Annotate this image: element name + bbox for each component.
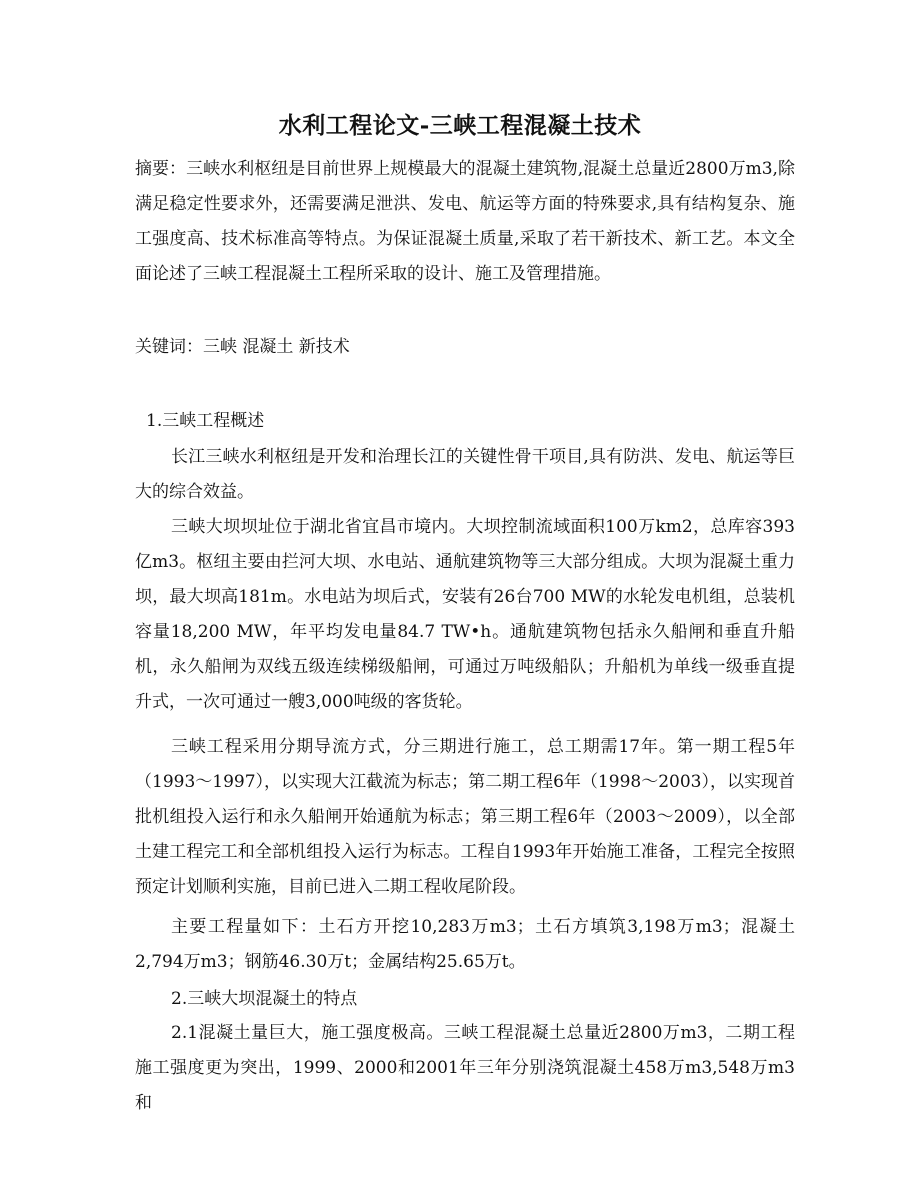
- paragraph-dam-site: 三峡大坝坝址位于湖北省宜昌市境内。大坝控制流域面积100万km2，总库容393亿m3。枢纽主要由拦河大坝、水电站、通航建筑物等三大部分组成。大坝为混凝土重力坝，最大坝高181m。水电站为坝后式，安装有26台700 MW的水轮发电机组，总装机容量18,200 MW，年平均发电量84.7 TW•h。通航建筑物包括永久船闸和垂直升船机，永久船闸为双线五级连续梯级船闸，可通过万吨级船队；升船机为单线一级垂直提升式，一次可通过一艘3,000吨级的客货轮。: [135, 517, 795, 712]
- paragraph-quantities: 主要工程量如下：土石方开挖10,283万m3；土石方填筑3,198万m3；混凝土2,794万m3；钢筋46.30万t；金属结构25.65万t。: [135, 917, 795, 972]
- abstract-paragraph: 摘要：三峡水利枢纽是目前世界上规模最大的混凝土建筑物,混凝土总量近2800万m3,除满足稳定性要求外，还需要满足泄洪、发电、航运等方面的特殊要求,具有结构复杂、施工强度高、技术标准高等特点。为保证混凝土质量,采取了若干新技术、新工艺。本文全面论述了三峡工程混凝土工程所采取的设计、施工及管理措施。: [135, 159, 795, 284]
- paragraph-construction-phases: 三峡工程采用分期导流方式，分三期进行施工，总工期需17年。第一期工程5年（1993～1997），以实现大江截流为标志；第二期工程6年（1998～2003），以实现首批机组投入运行和永久船闸开始通航为标志；第三期工程6年（2003～2009），以全部土建工程完工和全部机组投入运行为标志。工程自1993年开始施工准备，工程完全按照预定计划顺利实施，目前已进入二期工程收尾阶段。: [135, 737, 795, 897]
- section-heading-features: 2.三峡大坝混凝土的特点: [171, 989, 358, 1009]
- document-title: 水利工程论文-三峡工程混凝土技术: [278, 112, 642, 139]
- section-heading-overview: 1.三峡工程概述: [146, 411, 265, 431]
- keywords-line: 关键词：三峡 混凝土 新技术: [135, 337, 350, 357]
- paragraph-concrete-volume: 2.1混凝土量巨大，施工强度极高。三峡工程混凝土总量近2800万m3，二期工程施工强度更为突出，1999、2000和2001年三年分别浇筑混凝土458万m3,548万m3和: [135, 1023, 795, 1113]
- paragraph-overview: 长江三峡水利枢纽是开发和治理长江的关键性骨干项目,具有防洪、发电、航运等巨大的综合效益。: [135, 447, 795, 502]
